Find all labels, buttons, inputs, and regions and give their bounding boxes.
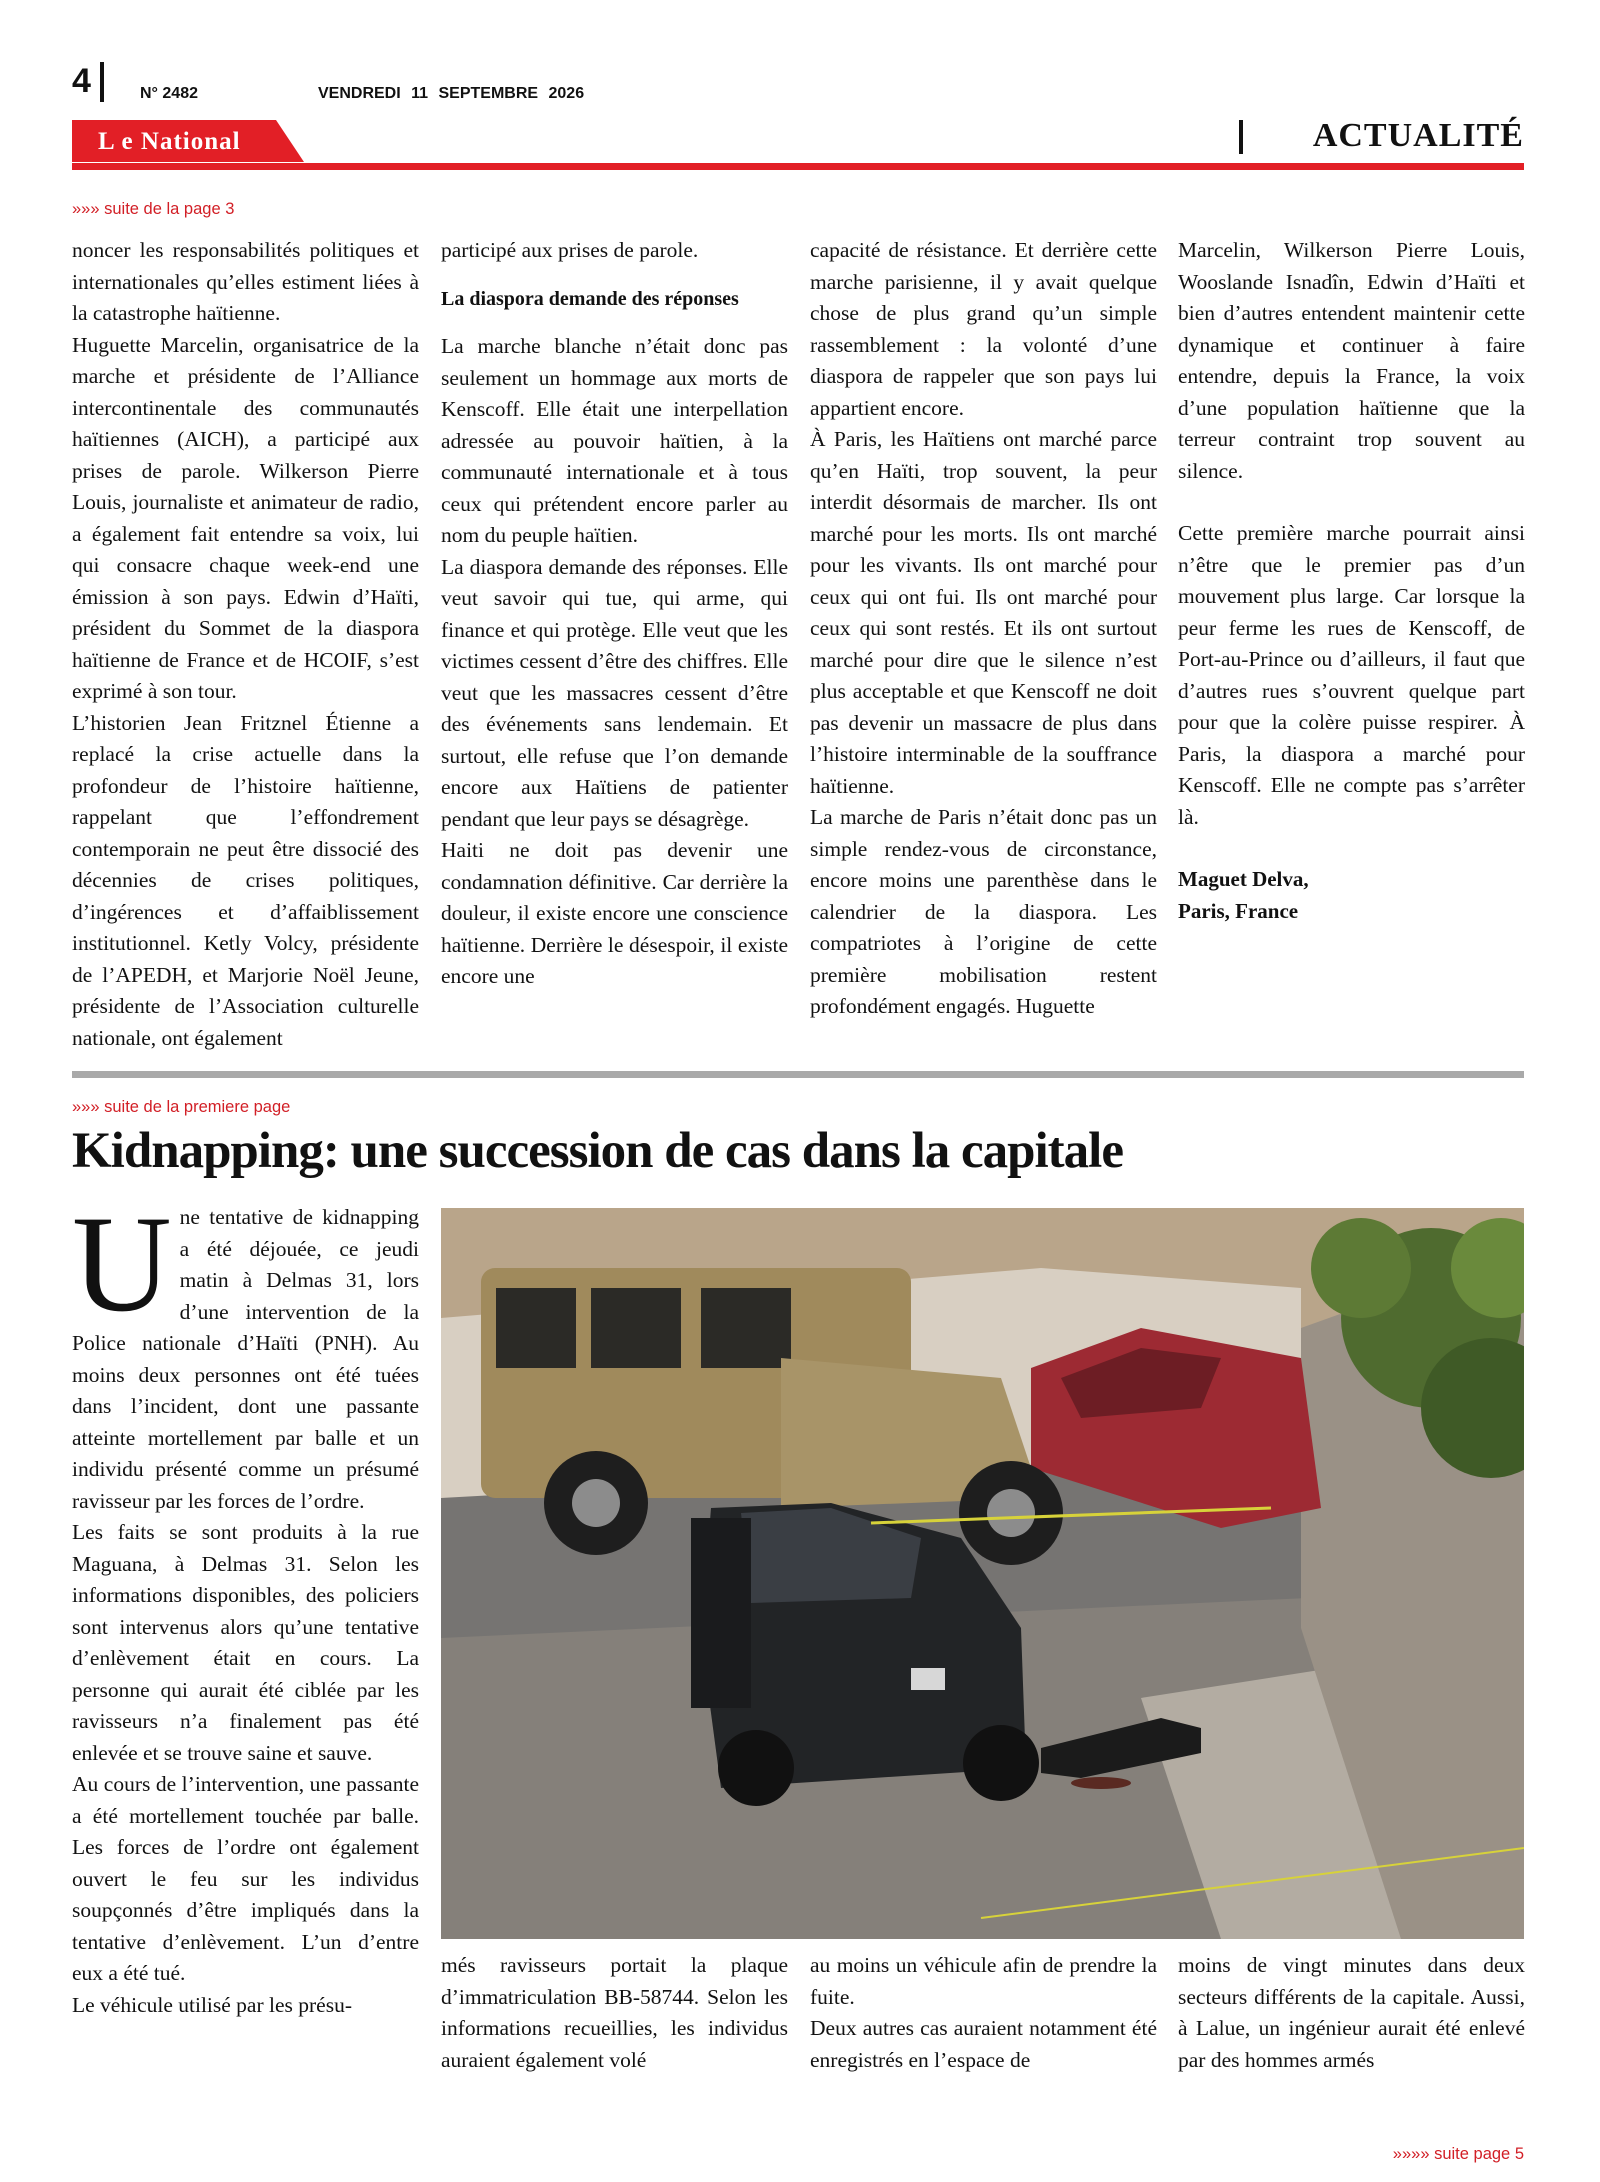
paragraph: La marche de Paris n’était donc pas un simple rendez-vous de circonstance, encore moins une parenthèse dans le calendrier de la diaspora. Les compatriotes à l’origine de cette première mobilisation restent profondément engagés. Huguette — [810, 805, 1157, 1018]
continued-to-label: »»»» suite page 5 — [1392, 2145, 1524, 2163]
page-number: 4 — [72, 62, 91, 100]
paragraph: au moins un véhicule afin de prendre la fuite. — [810, 1953, 1157, 2009]
article-separator — [72, 1071, 1524, 1078]
paragraph: participé aux prises de parole. — [441, 238, 699, 262]
crime-scene-illustration — [441, 1208, 1524, 1939]
paragraph: Le véhicule utilisé par les présu- — [72, 1992, 352, 2017]
paragraph — [72, 1187, 419, 1517]
paragraph: més ravisseurs portait la plaque d’immatriculation BB-58744. Selon les informations recueillies, les individus auraient également volé — [441, 1953, 788, 2072]
top-article-column-1 — [72, 235, 419, 1054]
logo-text: L e National — [98, 128, 241, 155]
newspaper-logo — [72, 120, 304, 162]
paragraph: Marcelin, Wilkerson Pierre Louis, Wooslande Isnadîn, Edwin d’Haïti et bien d’autres entendent maintenir cette dynamique et continuer à faire entendre, depuis la France, la voix d’une population haïtienne que la terreur contraint trop souvent au silence. — [1178, 238, 1525, 483]
lead-text: ne tentative de kidnapping a été déjouée, ce jeudi matin à Delmas 31, lors d’une intervention de la Police nationale d’Haïti (PNH). Au moins deux personnes ont été tuées dans l’incident, dont une passante atteinte mortellement par balle et un individu présenté comme un présumé ravisseur par les forces de l’ordre. — [72, 1205, 419, 1513]
section-divider — [1239, 120, 1243, 154]
paragraph: moins de vingt minutes dans deux secteurs différents de la capitale. Aussi, à Lalue, un ingénieur aurait été enlevé par des hommes armés — [1178, 1953, 1525, 2072]
top-article-column-3 — [810, 235, 1157, 1023]
top-article-column-2 — [441, 235, 788, 993]
paragraph: Cette première marche pourrait ainsi n’être que le premier pas d’un mouvement plus large. Car lorsque la peur ferme les rues de Kenscoff, de Port-au-Prince ou d’ailleurs, il faut que d’autres rues s’ouvrent quelque part pour que la colère puisse respirer. À Paris, la diaspora a marché pour Kenscoff. Elle ne compte pas s’arrêter là. — [1178, 521, 1525, 829]
header-divider — [100, 62, 104, 102]
header-rule — [72, 163, 1524, 170]
continued-from-label: »»» suite de la premiere page — [72, 1098, 291, 1116]
bottom-article-column-1 — [72, 1187, 419, 2021]
paragraph: capacité de résistance. Et derrière cette marche parisienne, il y avait quelque chose de plus grand qu’un simple rassemblement : la volonté d’une diaspora de rappeler que son pays lui appartient encore. — [810, 238, 1157, 420]
drop-cap: U — [72, 1187, 172, 1340]
author-name: Maguet Delva, — [1178, 867, 1309, 891]
paragraph: Deux autres cas auraient notamment été enregistrés en l’espace de — [810, 2016, 1157, 2072]
paragraph: La diaspora demande des réponses. Elle veut savoir qui tue, qui arme, qui finance et qui protège. Elle veut que les victimes cessent d’être des chiffres. Elle veut que les massacres cessent d’être des événements sans lendemain. Et surtout, elle refuse que l’on demande encore aux Haïtiens de patienter pendant que leur pays se désagrège. — [441, 554, 788, 831]
news-photo — [441, 1208, 1524, 1939]
continued-from-label: »»» suite de la page 3 — [72, 200, 235, 218]
paragraph: L’historien Jean Fritznel Étienne a replacé la crise actuelle dans la profondeur de l’histoire haïtienne, rappelant que l’effondrement contemporain ne peut être dissocié des décennies de crises politiques, d’ingérences et d’affaiblissement institutionnel. Ketly Volcy, présidente de l’APEDH, et Marjorie Noël Jeune, présidente de l’Association culturelle nationale, ont également — [72, 710, 419, 1050]
bottom-article-column-4 — [1178, 1950, 1525, 2076]
paragraph: À Paris, les Haïtiens ont marché parce qu’en Haïti, trop souvent, la peur interdit désormais de marcher. Ils ont marché pour les morts. Ils ont marché pour les vivants. Ils ont marché pour ceux qui ont fui. Ils ont marché pour ceux qui sont restés. Et ils ont surtout marché pour dire que le silence n’est plus acceptable et que Kenscoff ne doit pas devenir un massacre de plus dans l’histoire interminable de la souffrance haïtienne. — [810, 427, 1157, 798]
issue-date: VENDREDI 11 SEPTEMBRE 2026 — [318, 85, 585, 102]
paragraph: La marche blanche n’était donc pas seulement un hommage aux morts de Kenscoff. Elle était une interpellation adressée au pouvoir haïtien, à la communauté internationale et à tous ceux qui prétendent encore parler au nom du peuple haïtien. — [441, 334, 788, 547]
subheading: La diaspora demande des réponses — [441, 287, 739, 310]
article-headline: Kidnapping: une succession de cas dans la capitale — [72, 1123, 1123, 1179]
paragraph: Haiti ne doit pas devenir une condamnation définitive. Car derrière la douleur, il existe encore une conscience haïtienne. Derrière le désespoir, il existe encore une — [441, 838, 788, 988]
paragraph: Au cours de l’intervention, une passante a été mortellement touchée par balle. Les forces de l’ordre ont également ouvert le feu sur les individus soupçonnés d’être impliqués dans la tentative d’enlèvement. L’un d’entre eux a été tué. — [72, 1772, 419, 1985]
paragraph: noncer les responsabilités politiques et internationales qu’elles estiment liées à la catastrophe haïtienne. — [72, 238, 419, 325]
paragraph: Huguette Marcelin, organisatrice de la marche et présidente de l’Alliance intercontinentale des communautés haïtiennes (AICH), a participé aux prises de parole. Wilkerson Pierre Louis, journaliste et animateur de radio, a également fait entendre sa voix, lui qui consacre chaque week-end une émission à son pays. Edwin d’Haïti, président du Sommet de la diaspora haïtienne de France et de HCOIF, s’est exprimé à son tour. — [72, 332, 419, 703]
bottom-article-column-3 — [810, 1950, 1157, 2076]
section-title: ACTUALITÉ — [1312, 117, 1524, 154]
author-location: Paris, France — [1178, 898, 1299, 923]
issue-number: N° 2482 — [140, 85, 198, 102]
paragraph: Les faits se sont produits à la rue Maguana, à Delmas 31. Selon les informations disponibles, des policiers sont intervenus alors qu’une tentative d’enlèvement était en cours. La personne qui aurait été ciblée par les ravisseurs n’a finalement pas été enlevée et se trouve saine et sauve. — [72, 1520, 419, 1765]
top-article-column-4 — [1178, 235, 1525, 927]
bottom-article-column-2 — [441, 1950, 788, 2076]
